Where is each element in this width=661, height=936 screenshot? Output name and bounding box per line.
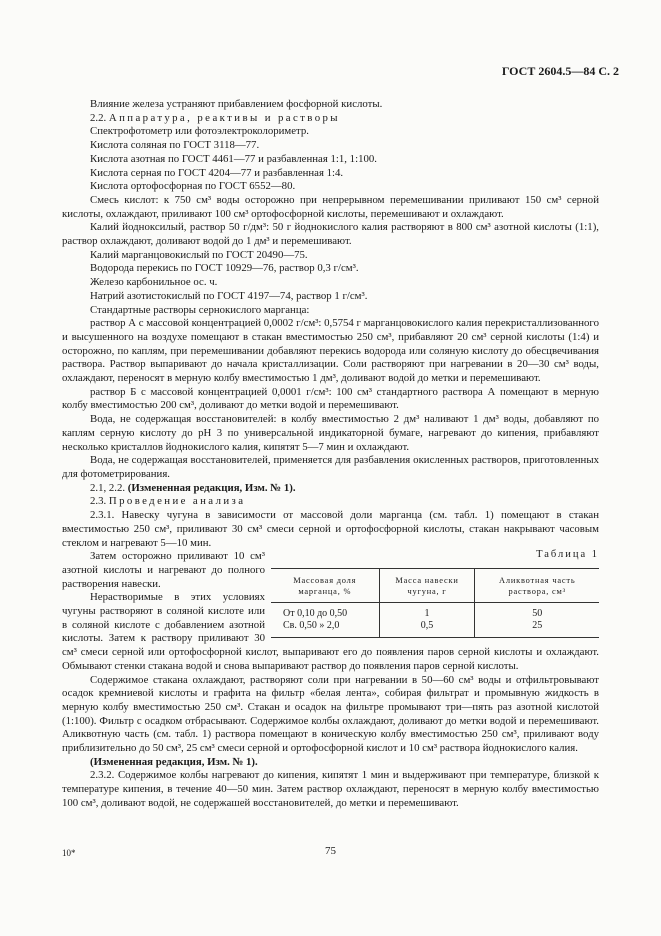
table-row — [271, 620, 599, 637]
table-cell: 1 — [379, 602, 475, 620]
paragraph: Спектрофотометр или фотоэлектроколориметр. — [90, 125, 309, 138]
paragraph: Кислота ортофосфорная по ГОСТ 6552—80. — [90, 180, 296, 193]
paragraph: Кислота соляная по ГОСТ 3118—77. — [90, 139, 260, 152]
document-code: ГОСТ 2604.5—84 С. 2 — [501, 64, 619, 78]
page-body — [62, 98, 599, 811]
paragraph: Натрий азотистокислый по ГОСТ 4197—74, раствор 1 г/см³. — [90, 289, 368, 302]
paragraph: Влияние железа устраняют прибавлением фосфорной кислоты. — [90, 98, 383, 110]
section-heading — [62, 112, 599, 126]
paragraph: 2.3.1. Навеску чугуна в зависимости от массовой доли марганца (см. табл. 1) помещают в стакан вместимостью 250 см³, приливают 30 см³ смеси серной и ортофосфорной кислоты, стакан накрывают часовым стеклом и нагревают 5—10 мин. — [62, 509, 599, 549]
table-cell: Св. 0,50 » 2,0 — [271, 620, 379, 637]
paragraph: Калий марганцовокислый по ГОСТ 20490—75. — [90, 248, 308, 261]
section-number: 2.3. — [90, 495, 107, 508]
section-number: 2.2. — [90, 111, 107, 124]
paragraph: Железо карбонильное ос. ч. — [90, 276, 218, 289]
paragraph: Водорода перекись по ГОСТ 10929—76, раствор 0,3 г/см³. — [90, 262, 359, 275]
edit-note-text: (Измененная редакция, Изм. № 1). — [90, 755, 258, 768]
page-number: 75 — [325, 845, 336, 857]
table-header-row — [271, 568, 599, 602]
table-header: Масса навески чугуна, г — [379, 568, 475, 602]
paragraph: 2.3.2. Содержимое колбы нагревают до кипения, кипятят 1 мин и выдерживают при температуре, близкой к температуре кипения, в течение 40—50 мин. Затем раствор охлаждают, переносят в мерную колбу вместимостью 100 см³, доливают водой, не содержашей восстановителей, до метки и перемешивают. — [62, 769, 599, 809]
table-cell: От 0,10 до 0,50 — [283, 607, 348, 619]
table-cell: 0,5 — [379, 620, 475, 637]
paragraph: раствор Б с массовой концентрацией 0,0001 г/см³: 100 см³ стандартного раствора А помещают в мерную колбу вместимостью 200 см³, доливают до метки водой и перемешивают. — [62, 385, 599, 412]
table-row — [271, 602, 599, 620]
section-heading — [62, 495, 599, 509]
table-header: Аликвотная часть раствора, см³ — [475, 568, 599, 602]
table-cell: 25 — [475, 620, 599, 637]
edit-note-text: (Измененная редакция, Изм. № 1). — [127, 481, 296, 494]
table-caption: Таблица 1 — [536, 549, 599, 561]
paragraph: Калий йодноксилый, раствор 50 г/дм³: 50 г йоднокислого калия растворяют в 800 см³ азотной кислоты (1:1), раствор охлаждают, доливают водой до 1 дм³ и перемешивают. — [62, 221, 599, 248]
paragraph: раствор А с массовой концентрацией 0,0002 г/см³: 0,5754 г марганцовокислого калия перекристаллизованного и высушенного на воздухе помещают в стакан вместимостью 250 см³, прибавляют 20 см³ серной кислоты (1:4) и осторожно, по каплям, при перемешивании добавляют перекись водорода или соляную кислоту до обесцвечивания раствора. Раствор выпаривают до начала кристаллизации. Соли растворяют при нагревании в 20—30 см³ воды, охлаждают, переносят в мерную колбу вместимостью 1 дм³, доливают водой до метки и перемешивают. — [62, 317, 599, 385]
paragraph: Стандартные растворы сернокислого марганца: — [90, 303, 310, 316]
table-cell: 50 — [475, 602, 599, 620]
paragraph: Нерастворимые в этих условиях чугуны растворяют в соляной кислоте или в соляной кислоте с добавлением азотной кислоты. Затем к раствору приливают 30 см³ смеси серной или ортофосфорной кислот, выпаривают его до появления паров серной кислоты и охлаждают. Обмывают стенки стакана водой и снова выпаривают раствор до появления паров серной кислоты. — [62, 591, 599, 672]
table-1 — [271, 550, 599, 638]
data-table — [271, 568, 599, 638]
edit-note-sections: 2.1, 2.2. — [90, 481, 126, 494]
paragraph: Содержимое стакана охлаждают, растворяют соли при нагревании в 50—60 см³ воды и отфильтровывают осадок кремниевой кислоты и графита на фильтр «белая лента», собирая фильтрат и промывную жидкость в мерную колбу вместимостью 250 см³. Стакан и осадок на фильтре промывают три—пять раз азотной кислотой (1:100). Фильтр с осадком отбрасывают. Содержимое колбы охлаждают, доливают до метки водой и перемешивают. Аликвотную часть (см. табл. 1) раствора помещают в коническую колбу вместимостью 250 см³, приливают воду приблизительно до 50 см³, 25 см³ смеси серной и ортофосфорной кислот и 10 см³ раствора йоднокислого калия. — [62, 673, 599, 755]
footer-mark: 10* — [62, 848, 76, 858]
section-title: Аппаратура, реактивы и растворы — [108, 111, 340, 124]
paragraph: Смесь кислот: к 750 см³ воды осторожно при непрерывном перемешивании приливают 150 см³ серной кислоты, охлаждают, приливают 100 см³ ортофосфорной кислоты, перемешивают и охлаждают. — [62, 193, 599, 220]
section-title: Проведение анализа — [108, 495, 246, 508]
edit-note — [62, 482, 599, 496]
paragraph: Вода, не содержащая восстановителей, применяется для разбавления окисленных растворов, приготовленных для фотометрирования. — [62, 454, 599, 480]
table-header: Массовая доля марганца, % — [271, 568, 379, 602]
paragraph: Кислота азотная по ГОСТ 4461—77 и разбавленная 1:1, 1:100. — [90, 152, 377, 165]
paragraph: Затем осторожно приливают 10 см³ азотной кислоты и нагревают до полного растворения навески. — [62, 550, 265, 590]
paragraph: Кислота серная по ГОСТ 4204—77 и разбавленная 1:4. — [90, 166, 344, 179]
edit-note — [62, 756, 599, 770]
paragraph: Вода, не содержащая восстановителей: в колбу вместимостью 2 дм³ наливают 1 дм³ воды, добавляют по каплям серную кислоту до рН 3 по универсальной индикаторной бумаге, нагревают до кипения, прибавляют несколько кристаллов йоднокислого калия, кипятят 5—7 мин и охлаждают. — [62, 413, 599, 453]
